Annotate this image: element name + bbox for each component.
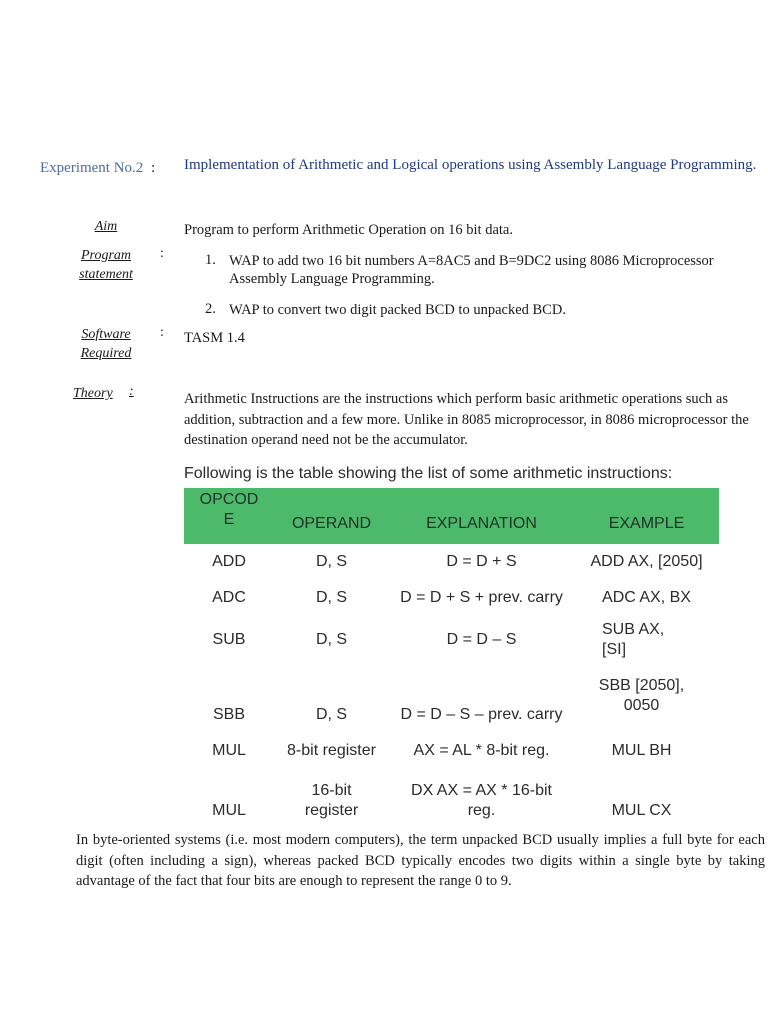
table-cell-opcode: SUB (212, 631, 246, 648)
table-cell-explanation: D = D – S (446, 631, 517, 648)
theory-paragraph: Arithmetic Instructions are the instructions which perform basic arithmetic operations such as addition, subtraction and a few more. Unlike in 8085 microprocessor, in 8086 microprocessor the destination operand need not be the accumulator. (184, 391, 749, 448)
table-cell-example: SBB [2050], 0050 (598, 677, 685, 714)
table-cell-explanation: DX AX = AX * 16-bit reg. (411, 782, 552, 819)
table-cell-opcode: ADC (212, 589, 246, 606)
list-item-text: WAP to add two 16 bit numbers A=8AC5 and B=9DC2 using 8086 Microprocessor Assembly Language Programming. (229, 253, 714, 287)
program-statement-label (68, 246, 144, 284)
list-item-number: 1. (205, 252, 216, 268)
table-cell-operand: 8-bit register (287, 742, 376, 759)
table-cell-opcode: MUL (212, 802, 246, 819)
table-cell-example: SUB AX, [SI] (602, 621, 665, 658)
software-required-label-line1: Software (81, 327, 131, 342)
table-cell-operand: D, S (315, 589, 348, 606)
list-item-text: WAP to convert two digit packed BCD to unpacked BCD. (229, 302, 566, 318)
table-cell-example: MUL CX (611, 802, 672, 819)
experiment-colon: : (151, 160, 156, 176)
table-cell-example: MUL BH (611, 742, 672, 759)
table-cell-operand: D, S (315, 631, 348, 648)
table-cell-explanation: D = D + S (446, 553, 517, 570)
header-explanation: EXPLANATION (426, 515, 537, 532)
aim-label: Aim (94, 219, 118, 234)
software-required-colon: : (160, 325, 164, 340)
table-cell-explanation: D = D – S – prev. carry (400, 706, 563, 723)
bcd-paragraph: In byte-oriented systems (i.e. most modern computers), the term unpacked BCD usually implies a full byte for each digit (often including a sign), whereas packed BCD typically encodes two digits within a single byte by taking advantage of the fact that four bits are enough to represent the range 0 to 9. (76, 832, 765, 889)
table-header-row (184, 488, 719, 544)
program-statement-label-line1: Program (80, 248, 132, 263)
table-cell-explanation: D = D + S + prev. carry (400, 589, 563, 606)
table-cell-operand: 16-bit register (304, 782, 359, 819)
table-cell-example: ADD AX, [2050] (590, 553, 703, 570)
experiment-label: Experiment No.2 (40, 160, 144, 176)
table-cell-opcode: ADD (212, 553, 246, 570)
experiment-title: Implementation of Arithmetic and Logical operations using Assembly Language Programming. (184, 157, 757, 173)
table-cell-explanation: AX = AL * 8-bit reg. (413, 742, 550, 759)
table-cell-operand: D, S (315, 553, 348, 570)
header-operand: OPERAND (291, 515, 372, 532)
program-statement-label-line2: statement (79, 267, 133, 282)
table-cell-opcode: MUL (212, 742, 246, 759)
program-statement-colon: : (160, 246, 164, 261)
header-example: EXAMPLE (608, 515, 685, 532)
table-cell-example: ADC AX, BX (602, 589, 691, 606)
table-cell-operand: D, S (315, 706, 348, 723)
header-opcode: OPCOD E (199, 491, 259, 528)
software-required-label-line2: Required (80, 346, 132, 361)
table-intro-text: Following is the table showing the list of some arithmetic instructions: (184, 465, 673, 482)
theory-colon: : (129, 384, 134, 399)
aim-text: Program to perform Arithmetic Operation on 16 bit data. (184, 222, 513, 238)
theory-label: Theory (73, 386, 113, 401)
software-required-text: TASM 1.4 (184, 330, 245, 346)
table-cell-opcode: SBB (212, 706, 245, 723)
software-required-label (68, 325, 144, 363)
list-item-number: 2. (205, 301, 216, 317)
